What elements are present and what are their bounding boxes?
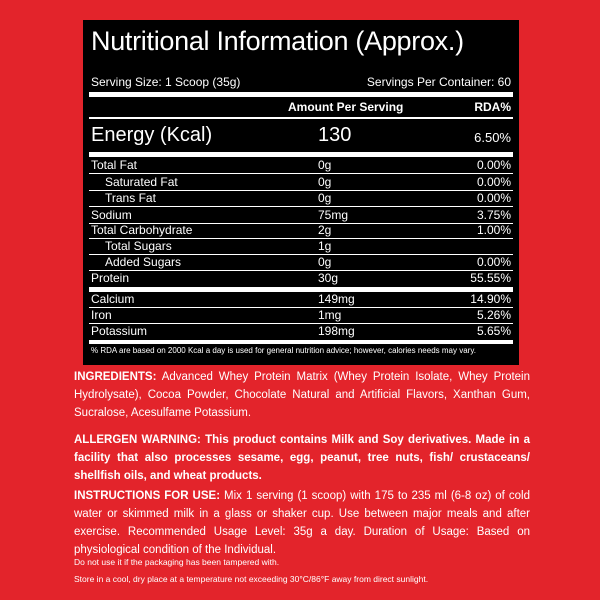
instructions-label: INSTRUCTIONS FOR USE: (74, 490, 221, 502)
nutrient-row (91, 223, 511, 238)
energy-rda: 6.50% (474, 130, 511, 145)
nutrient-amount: 0g (318, 255, 332, 269)
nutrient-rda: 0.00% (476, 255, 511, 269)
nutrient-rda: 5.26% (476, 308, 511, 322)
nutrient-rda: 3.75% (476, 208, 511, 222)
nutrient-amount: 0g (318, 158, 332, 172)
nutrient-name: Added Sugars (105, 255, 182, 269)
nutrient-rda: 0.00% (476, 175, 511, 189)
nutrient-name: Trans Fat (105, 191, 156, 205)
nutrient-rda: 0.00% (476, 158, 511, 172)
serving-info (91, 75, 511, 89)
nutrient-name: Potassium (91, 324, 148, 338)
nutrient-row (91, 208, 511, 223)
nutrient-amount: 198mg (318, 324, 355, 338)
nutrient-name: Protein (91, 271, 130, 285)
header-amount: Amount Per Serving (288, 100, 404, 114)
nutrient-rda: 5.65% (476, 324, 511, 338)
nutrient-rda: 0.00% (476, 191, 511, 205)
nutrient-name: Total Carbohydrate (91, 223, 193, 237)
allergen-section (74, 431, 530, 485)
nutrient-name: Saturated Fat (105, 175, 178, 189)
nutrient-name: Iron (91, 308, 112, 322)
energy-amount: 130 (318, 124, 352, 146)
allergen-text: This product contains Milk and Soy derivatives. Made in a facility that also processes sesame, egg, peanut, tree nuts, fish/ crustaceans/ shellfish oils, and wheat products. (74, 434, 530, 482)
nutrition-panel (83, 20, 519, 365)
nutrient-rda: 55.55% (470, 271, 511, 285)
nutrient-rda: 1.00% (476, 223, 511, 237)
energy-divider (89, 152, 513, 157)
bottom-divider (89, 340, 513, 344)
nutrient-name: Calcium (91, 292, 135, 306)
tamper-note: Do not use it if the packaging has been tampered with. (74, 557, 280, 567)
nutrient-row (91, 239, 511, 254)
serving-size: Serving Size: 1 Scoop (35g) (91, 75, 241, 89)
ingredients-label: INGREDIENTS: (74, 371, 157, 383)
nutrient-rda: 14.90% (470, 292, 511, 306)
instructions-section (74, 487, 530, 559)
header-divider (89, 117, 513, 119)
nutrient-row (91, 158, 511, 173)
nutrient-row (91, 308, 511, 323)
row-divider (89, 173, 513, 174)
ingredients-text: Advanced Whey Protein Matrix (Whey Protein Isolate, Whey Protein Hydrolysate), Cocoa Powder, Chocolate Natural and Artificial Flavors, Xanthan Gum, Sucralose, Acesulfame Potassium. (74, 371, 531, 419)
nutrient-row (91, 175, 511, 190)
nutrient-name: Total Fat (91, 158, 138, 172)
nutrient-amount: 149mg (318, 292, 355, 306)
nutrient-name: Total Sugars (105, 239, 172, 253)
nutrient-amount: 30g (318, 271, 339, 285)
nutrient-row (91, 255, 511, 270)
nutrient-amount: 75mg (318, 208, 349, 222)
thick-divider (89, 92, 513, 97)
nutrient-amount: 1mg (318, 308, 342, 322)
panel-title: Nutritional Information (Approx.) (91, 26, 464, 56)
nutrient-row (91, 324, 511, 339)
header-rda: RDA% (474, 100, 511, 114)
rda-footnote: % RDA are based on 2000 Kcal a day is used for general nutrition advice; however, calories needs may vary. (91, 346, 476, 355)
servings-per-container: Servings Per Container: 60 (366, 75, 511, 89)
storage-note: Store in a cool, dry place at a temperature not exceeding 30°C/86°F away from direct sunlight. (74, 574, 429, 584)
nutrient-amount: 0g (318, 191, 332, 205)
ingredients-section (74, 368, 530, 422)
nutrient-amount: 1g (318, 239, 332, 253)
nutrient-amount: 0g (318, 175, 332, 189)
nutrient-name: Sodium (91, 208, 132, 222)
allergen-label: ALLERGEN WARNING: (74, 434, 201, 446)
nutrient-amount: 2g (318, 223, 332, 237)
energy-label: Energy (Kcal) (91, 124, 213, 146)
nutrient-row (91, 292, 511, 307)
instructions-text: Mix 1 serving (1 scoop) with 175 to 235 ml (6-8 oz) of cold water or skimmed milk in a glass or shaker cup. Use between major meals and after exercise. Recommended Usage Level: 35g a day. Duration of Usage: Based on physiological condition of the Individual. (74, 490, 530, 556)
row-divider (89, 206, 513, 207)
nutrient-row (91, 191, 511, 206)
nutrient-row (91, 271, 511, 286)
